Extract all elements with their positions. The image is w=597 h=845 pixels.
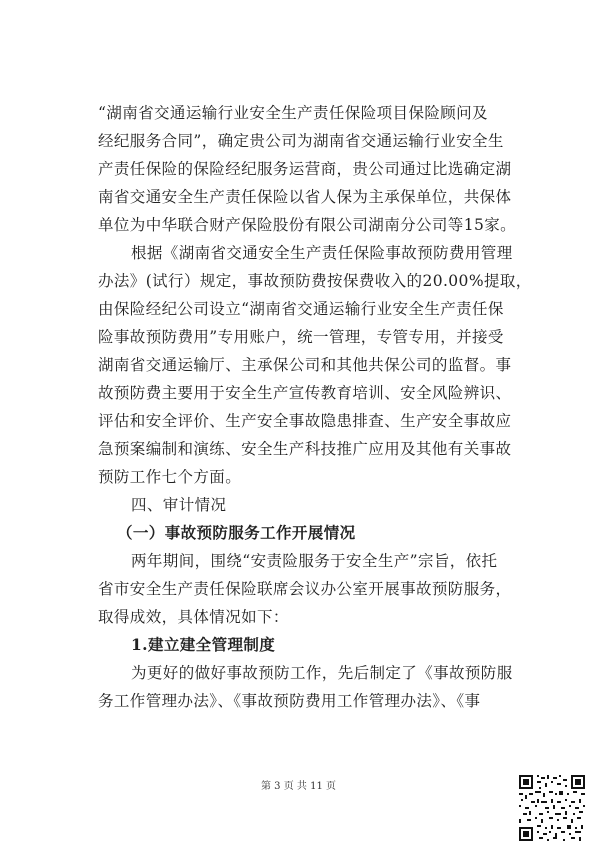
qr-code-icon <box>519 775 585 841</box>
paragraph-line: 两年期间，围绕“安责险服务于安全生产”宗旨，依托 <box>131 552 498 570</box>
item-heading: 1.建立建全管理制度 <box>131 635 276 654</box>
paragraph-line: 南省交通安全生产责任保险以省人保为主承保单位，共保体 <box>98 188 512 206</box>
paragraph-line: 办法》(试行）规定，事故预防费按保费收入的20.00%提取， <box>98 272 532 290</box>
paragraph-line: 预防工作七个方面。 <box>98 468 242 486</box>
paragraph-line: 根据《湖南省交通安全生产责任保险事故预防费用管理 <box>131 244 513 262</box>
paragraph-line: 省市安全生产责任保险联席会议办公室开展事故预防服务， <box>98 580 512 598</box>
paragraph-line: 产责任保险的保险经纪服务运营商，贵公司通过比选确定湖 <box>98 160 512 178</box>
paragraph-line: 务工作管理办法》、《事故预防费用工作管理办法》、《事 <box>98 692 481 710</box>
paragraph-line: 评估和安全评价、生产安全事故隐患排查、生产安全事故应 <box>98 412 512 430</box>
section-heading: 四、审计情况 <box>131 496 227 514</box>
paragraph-line: 单位为中华联合财产保险股份有限公司湖南分公司等15家。 <box>98 216 517 234</box>
subsection-heading: （一）事故预防服务工作开展情况 <box>117 523 356 542</box>
paragraph-line: 取得成效，具体情况如下： <box>98 608 289 626</box>
page-number: 第 3 页 共 11 页 <box>261 781 336 792</box>
paragraph-line: 急预案编制和演练、安全生产科技推广应用及其他有关事故 <box>98 440 512 458</box>
paragraph-line: “湖南省交通运输行业安全生产责任保险项目保险顾问及 <box>98 104 488 122</box>
paragraph-line: 湖南省交通运输厅、主承保公司和其他共保公司的监督。事 <box>98 356 512 374</box>
paragraph-line: 为更好的做好事故预防工作，先后制定了《事故预防服 <box>131 664 513 682</box>
paragraph-line: 经纪服务合同”，确定贵公司为湖南省交通运输行业安全生 <box>98 132 504 150</box>
paragraph-line: 由保险经纪公司设立“湖南省交通运输行业安全生产责任保 <box>98 300 504 318</box>
paragraph-line: 险事故预防费用”专用账户，统一管理，专管专用，并接受 <box>98 328 504 346</box>
paragraph-line: 故预防费主要用于安全生产宣传教育培训、安全风险辨识、 <box>98 384 512 402</box>
